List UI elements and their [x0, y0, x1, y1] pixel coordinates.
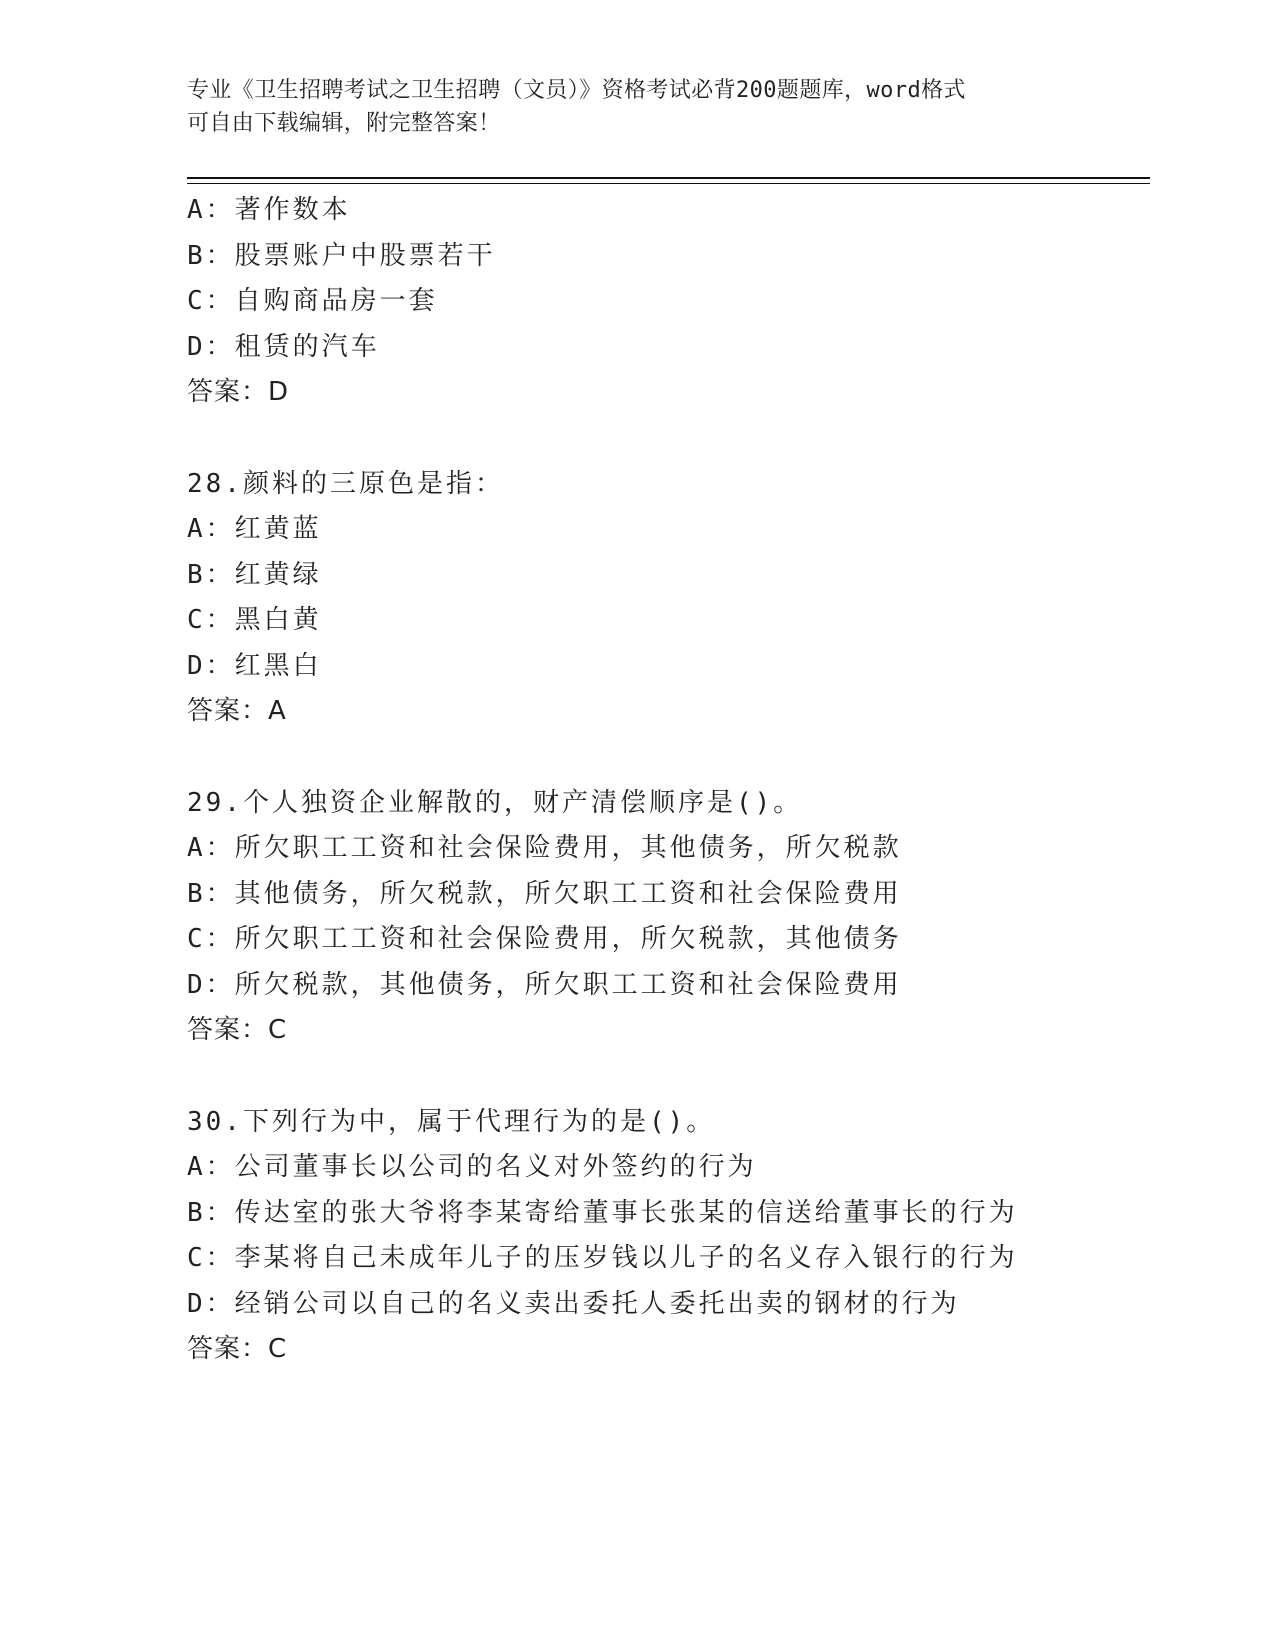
question-block	[187, 462, 1167, 735]
option-c: C：李某将自己未成年儿子的压岁钱以儿子的名义存入银行的行为	[187, 1243, 1018, 1273]
question-block	[187, 188, 1167, 416]
question-list	[187, 188, 1167, 1373]
option-d: D：经销公司以自己的名义卖出委托人委托出卖的钢材的行为	[187, 1288, 960, 1319]
question-block	[187, 781, 1167, 1054]
header-line-2: 可自由下载编辑，附完整答案！	[187, 111, 501, 136]
option-a: A：公司董事长以公司的名义对外签约的行为	[187, 1152, 757, 1182]
question-text: 28.颜料的三原色是指：	[187, 468, 504, 499]
option-c: C：自购商品房一套	[187, 286, 438, 316]
answer-line: 答案：C	[187, 1015, 288, 1045]
question-text: 30.下列行为中，属于代理行为的是()。	[187, 1106, 716, 1137]
option-b: B：传达室的张大爷将李某寄给董事长张某的信送给董事长的行为	[187, 1197, 1018, 1228]
option-c: C：所欠职工工资和社会保险费用，所欠税款，其他债务	[187, 924, 902, 954]
header-divider-thick	[187, 177, 1150, 179]
answer-line: 答案：A	[187, 696, 287, 726]
option-a: A：著作数本	[187, 195, 351, 225]
option-b: B：其他债务，所欠税款，所欠职工工资和社会保险费用	[187, 878, 902, 909]
answer-line: 答案：C	[187, 1334, 288, 1364]
option-d: D：红黑白	[187, 650, 322, 681]
option-a: A：红黄蓝	[187, 514, 322, 544]
spacer	[187, 735, 1167, 781]
answer-line: 答案：D	[187, 377, 290, 407]
header-divider-thin	[187, 183, 1150, 184]
option-d: D：所欠税款，其他债务，所欠职工工资和社会保险费用	[187, 969, 902, 1000]
document-header	[187, 74, 1087, 140]
spacer	[187, 416, 1167, 462]
question-text: 29.个人独资企业解散的，财产清偿顺序是()。	[187, 787, 803, 818]
option-b: B：红黄绿	[187, 559, 322, 590]
question-block	[187, 1100, 1167, 1373]
option-c: C：黑白黄	[187, 605, 322, 635]
option-a: A：所欠职工工资和社会保险费用，其他债务，所欠税款	[187, 833, 902, 863]
option-d: D：租赁的汽车	[187, 331, 380, 362]
spacer	[187, 1054, 1167, 1100]
option-b: B：股票账户中股票若干	[187, 240, 496, 271]
header-line-1: 专业《卫生招聘考试之卫生招聘（文员）》资格考试必背200题题库，word格式	[187, 78, 966, 103]
